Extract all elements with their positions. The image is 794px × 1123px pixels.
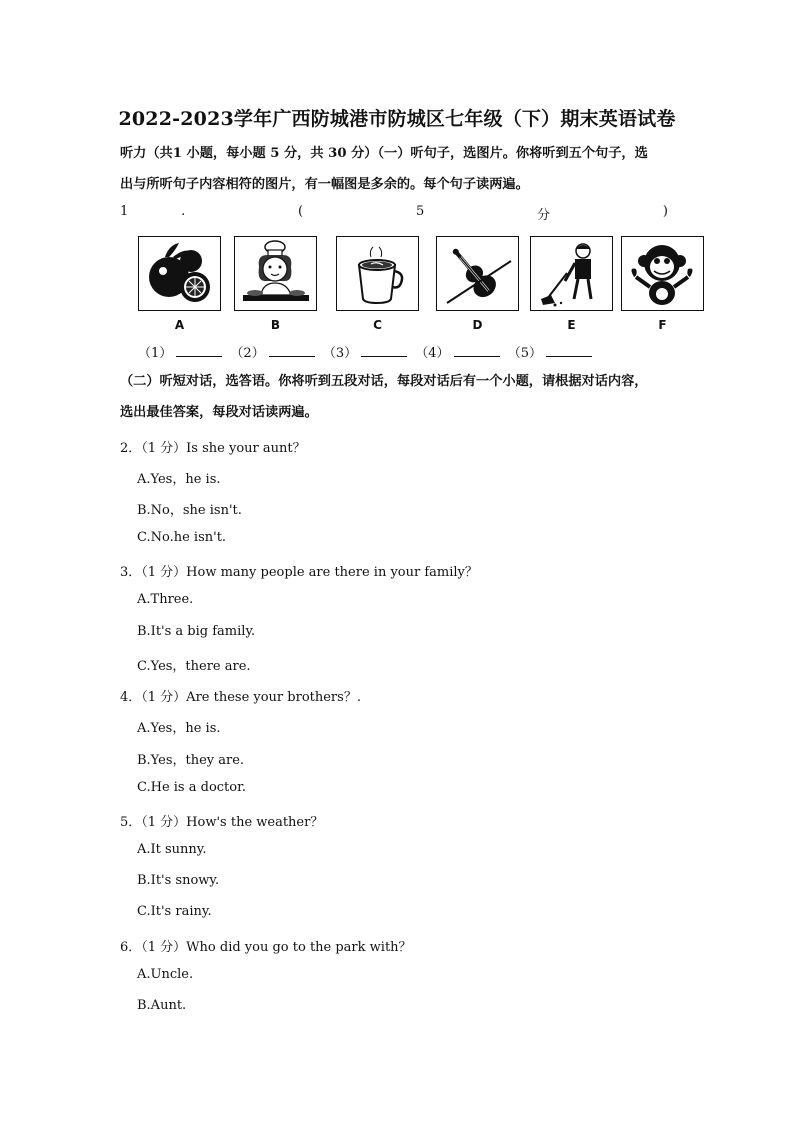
score-part: . [181, 204, 186, 219]
picture-option-a[interactable] [138, 236, 221, 332]
monkey-icon [622, 237, 703, 310]
boy-sweeping-icon [531, 237, 612, 310]
coffee-cup-icon [337, 237, 418, 310]
violin-icon [437, 237, 518, 310]
answer-option[interactable]: A.It sunny. [137, 842, 207, 857]
blank-label: （3） [322, 346, 358, 361]
answer-option[interactable]: C.He is a doctor. [137, 780, 247, 795]
answer-option[interactable]: B.It's snowy. [137, 873, 220, 888]
question-stem: 4．（1 分）Are these your brothers？. [120, 690, 361, 705]
picture-option-e[interactable] [530, 236, 613, 332]
picture-label: C [373, 318, 382, 332]
picture-label: B [270, 318, 281, 332]
question-stem: 3．（1 分）How many people are there in your family？ [120, 565, 478, 580]
cook-girl-icon [235, 237, 316, 310]
section1-instructions-line1: 听力（共1 小题，每小题 5 分，共 30 分）（一）听句子，选图片。你将听到五个句子，选 [120, 146, 648, 161]
blank-label: （5） [507, 346, 542, 361]
section2-instructions-line2: 选出最佳答案，每段对话读两遍。 [120, 405, 318, 420]
picture-label: A [174, 318, 185, 332]
answer-option[interactable]: C.Yes，there are. [137, 659, 251, 674]
picture-option-f[interactable] [621, 236, 704, 332]
picture-option-d[interactable] [436, 236, 519, 332]
answer-option[interactable]: A.Uncle. [137, 967, 194, 982]
picture-label: E [567, 318, 576, 332]
picture-label: D [472, 318, 483, 332]
score-part: 5 [415, 204, 425, 219]
answer-blank-4[interactable] [454, 344, 500, 357]
answer-option[interactable]: A.Three. [137, 592, 194, 607]
score-part: ) [662, 204, 668, 219]
question-stem: 6．（1 分）Who did you go to the park with？ [120, 940, 412, 955]
answer-option[interactable]: C.It's rainy. [137, 904, 212, 919]
answer-blank-1[interactable] [176, 344, 222, 357]
section1-instructions-line2: 出与所听句子内容相符的图片，有一幅图是多余的。每个句子读两遍。 [120, 177, 529, 192]
picture-option-c[interactable] [336, 236, 419, 332]
answer-option[interactable]: A.Yes，he is. [137, 472, 221, 487]
fruit-icon [139, 237, 220, 310]
blank-label: （2） [230, 346, 265, 361]
score-part: ( [298, 204, 304, 219]
picture-options [138, 236, 704, 336]
question-stem: 2．（1 分）Is she your aunt？ [120, 441, 306, 456]
page-title: 2022-2023学年广西防城港市防城区七年级（下）期末英语试卷 [118, 108, 676, 130]
answer-option[interactable]: C.No.he isn't. [137, 530, 227, 545]
answer-blank-3[interactable] [361, 344, 407, 357]
answer-option[interactable]: B.It's a big family. [137, 624, 256, 639]
section2-instructions-line1: （二）听短对话，选答语。你将听到五段对话，每段对话后有一个小题，请根据对话内容， [120, 374, 648, 389]
question-stem: 5．（1 分）How's the weather？ [120, 815, 324, 830]
blank-label: （1） [138, 346, 173, 361]
question1-score-row [120, 204, 668, 228]
picture-label: F [658, 318, 667, 332]
answer-option[interactable]: B.Aunt. [137, 998, 187, 1013]
picture-option-b[interactable] [234, 236, 317, 332]
answer-blank-5[interactable] [546, 344, 592, 357]
score-part: 1 [120, 204, 129, 219]
answer-option[interactable]: B.No，she isn't. [137, 503, 242, 518]
answer-option[interactable]: B.Yes，they are. [137, 753, 245, 768]
blank-label: （4） [415, 346, 450, 361]
answer-blank-2[interactable] [269, 344, 315, 357]
answer-option[interactable]: A.Yes，he is. [137, 721, 221, 736]
score-part: 分 [537, 208, 551, 223]
answer-blanks [138, 342, 596, 361]
